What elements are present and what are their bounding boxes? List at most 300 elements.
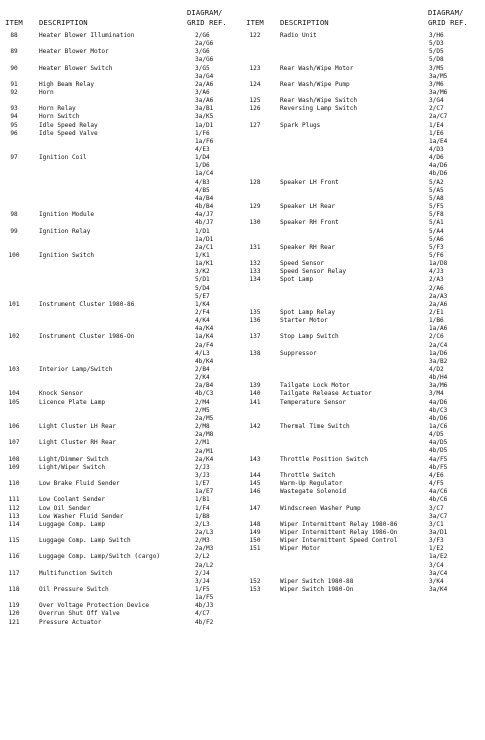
item-description: Speed Sensor Relay — [280, 268, 347, 276]
item-description: Horn Relay — [39, 105, 76, 113]
grid-ref-list — [429, 122, 447, 179]
item-description: Throttle Position Switch — [280, 455, 369, 463]
key-entry — [244, 203, 484, 219]
item-description: Speaker RH Front — [280, 219, 339, 227]
item-number: 120 — [8, 610, 20, 618]
grid-ref: 4a/D5 — [429, 439, 448, 447]
grid-ref: 3/C7 — [429, 504, 444, 512]
grid-ref: 1a/E4 — [429, 137, 448, 145]
grid-ref-list — [429, 350, 447, 383]
item-number: 122 — [249, 32, 261, 39]
item-description: Idle Speed Valve — [39, 129, 98, 137]
item-number: 107 — [8, 439, 20, 447]
grid-ref: 4b/C3 — [429, 406, 448, 414]
grid-ref-list — [195, 113, 213, 121]
key-entry — [244, 537, 484, 545]
item-description: Ignition Coil — [39, 154, 87, 162]
grid-ref: 5/A5 — [429, 186, 444, 194]
item-number: 102 — [8, 333, 20, 341]
item-number: 94 — [10, 113, 18, 121]
item-number: 129 — [249, 203, 261, 211]
grid-ref-list — [195, 586, 213, 602]
item-number: 144 — [249, 471, 261, 479]
item-description: Rear Wash/Wipe Motor — [280, 64, 354, 72]
grid-ref: 4/D3 — [429, 146, 444, 154]
item-description: Low Coolant Sender — [39, 496, 106, 504]
grid-ref: 2/M1 — [195, 439, 210, 447]
grid-ref: 5/F3 — [429, 243, 444, 251]
item-number: 91 — [10, 80, 18, 88]
grid-ref: 1/E4 — [429, 121, 444, 129]
grid-ref-list — [429, 203, 444, 219]
grid-ref: 4b/B4 — [195, 203, 214, 211]
item-description: Wiper Motor — [280, 545, 321, 553]
grid-ref-list — [429, 521, 444, 529]
grid-ref: 4/D5 — [429, 431, 444, 439]
grid-ref: 3a/K5 — [195, 113, 214, 121]
grid-ref-list — [195, 228, 213, 252]
item-number: 136 — [249, 317, 261, 325]
item-description: Heater Blower Motor — [39, 48, 109, 56]
item-number: 100 — [8, 251, 20, 259]
grid-ref: 5/D8 — [429, 56, 444, 64]
grid-ref: 5/A1 — [429, 219, 444, 227]
grid-ref: 4/K4 — [195, 317, 210, 325]
item-description: High Beam Relay — [39, 80, 95, 88]
grid-ref: 1a/E7 — [195, 488, 214, 496]
grid-ref: 2/M5 — [195, 406, 210, 414]
item-description: Tailgate Release Actuator — [280, 390, 372, 398]
key-entry — [3, 521, 243, 537]
item-description: Stop Lamp Switch — [280, 333, 339, 341]
grid-ref: 1/F4 — [195, 504, 210, 512]
grid-ref: 4/B3 — [195, 178, 210, 186]
key-entry — [3, 586, 243, 602]
grid-ref: 3a/M6 — [429, 89, 448, 97]
item-description: Instrument Cluster 1986-On — [39, 333, 135, 341]
item-description: Luggage Comp. Lamp — [39, 520, 106, 528]
grid-ref: 1/E2 — [429, 545, 444, 553]
header-description: DESCRIPTION — [39, 18, 88, 27]
grid-ref: 3/A6 — [195, 89, 210, 97]
item-number: 140 — [249, 390, 261, 398]
grid-ref: 3/K2 — [195, 268, 210, 276]
item-description: Spot Lamp — [280, 276, 314, 284]
key-entry — [3, 113, 243, 121]
grid-ref-list — [195, 423, 213, 439]
item-description: Throttle Switch — [280, 471, 336, 479]
item-description: Rear Wash/Wipe Switch — [280, 97, 358, 105]
grid-ref-list — [195, 602, 213, 610]
grid-ref: 3/J4 — [195, 577, 210, 585]
key-entry — [3, 252, 243, 301]
item-description: Over Voltage Protection Device — [39, 602, 150, 610]
grid-ref: 2/A6 — [429, 284, 444, 292]
grid-ref: 2/K4 — [195, 374, 210, 382]
item-number: 128 — [249, 178, 261, 186]
grid-ref-list — [429, 586, 447, 594]
item-description: Ignition Module — [39, 211, 95, 219]
header-grid-ref: GRID REF. — [187, 18, 227, 27]
key-entry — [244, 578, 484, 586]
grid-ref: 4/D2 — [429, 366, 444, 374]
item-number: 139 — [249, 382, 261, 390]
key-entry — [244, 472, 484, 480]
item-number: 95 — [10, 121, 18, 129]
grid-ref-list — [195, 390, 213, 398]
item-number: 97 — [10, 154, 18, 162]
grid-ref-list — [429, 578, 444, 586]
key-entry — [244, 260, 484, 268]
item-description: Tailgate Lock Motor — [280, 382, 350, 390]
grid-ref: 1/B8 — [195, 512, 210, 520]
grid-ref: 1a/F5 — [195, 594, 214, 602]
grid-ref: 1a/D1 — [195, 235, 214, 243]
key-entry — [244, 529, 484, 537]
item-description: Heater Blower Illumination — [39, 32, 135, 39]
item-description: Heater Blower Switch — [39, 64, 113, 72]
key-entry — [3, 154, 243, 211]
header-diagram: DIAGRAM/ — [187, 8, 223, 17]
key-entry — [3, 602, 243, 610]
grid-ref: 3a/D1 — [429, 528, 448, 536]
grid-ref: 2/C6 — [429, 333, 444, 341]
key-entry — [244, 105, 484, 121]
grid-ref-list — [195, 570, 210, 586]
item-description: Instrument Cluster 1980-86 — [39, 300, 135, 308]
grid-ref-list — [195, 366, 213, 390]
grid-ref: 2a/C4 — [429, 341, 448, 349]
item-number: 105 — [8, 398, 20, 406]
grid-ref: 2a/G6 — [195, 40, 214, 48]
item-number: 131 — [249, 243, 261, 251]
grid-ref: 1a/K4 — [195, 333, 214, 341]
grid-ref: 3a/G6 — [195, 56, 214, 64]
item-number: 90 — [10, 64, 18, 72]
grid-ref-list — [195, 513, 210, 521]
item-number: 106 — [8, 423, 20, 431]
key-entry — [244, 219, 484, 243]
grid-ref: 2a/M8 — [195, 431, 214, 439]
grid-ref-list — [195, 553, 213, 569]
grid-ref-list — [429, 480, 444, 488]
grid-ref-list — [429, 472, 444, 480]
grid-ref: 2/J3 — [195, 463, 210, 471]
grid-ref: 4/E3 — [195, 146, 210, 154]
item-number: 126 — [249, 105, 261, 113]
key-entry — [244, 390, 484, 398]
grid-ref-list — [429, 399, 447, 423]
grid-ref: 1/F5 — [195, 586, 210, 593]
grid-ref: 1a/D8 — [429, 260, 448, 268]
grid-ref-list — [195, 480, 213, 496]
key-entry — [3, 399, 243, 423]
item-number: 99 — [10, 227, 18, 235]
item-number: 147 — [249, 504, 261, 512]
grid-ref: 4/C7 — [195, 610, 210, 618]
item-number: 111 — [8, 496, 20, 504]
item-number: 88 — [10, 32, 18, 39]
grid-ref-list — [195, 301, 213, 334]
grid-ref-list — [429, 317, 447, 333]
grid-ref-list — [195, 211, 213, 227]
grid-ref-list — [195, 252, 213, 301]
header-grid-ref: GRID REF. — [428, 18, 468, 27]
grid-ref: 5/A2 — [429, 178, 444, 186]
grid-ref: 4a/D6 — [429, 162, 448, 170]
key-entry — [244, 268, 484, 276]
item-number: 110 — [8, 480, 20, 488]
grid-ref: 3/C4 — [429, 561, 444, 569]
item-description: Spot Lamp Relay — [280, 309, 336, 317]
grid-ref: 2a/C7 — [429, 113, 448, 121]
grid-ref: 1/D6 — [195, 162, 210, 170]
grid-ref: 3/J3 — [195, 471, 210, 479]
grid-ref: 1/B6 — [429, 317, 444, 325]
grid-ref: 3/M5 — [429, 64, 444, 72]
key-entry — [3, 480, 243, 496]
grid-ref: 2a/B4 — [195, 382, 214, 390]
key-entry — [244, 350, 484, 383]
grid-ref-list — [195, 105, 213, 113]
grid-ref-list — [429, 179, 444, 203]
item-number: 101 — [8, 300, 20, 308]
item-description: Warm-Up Regulator — [280, 480, 343, 488]
grid-ref: 1a/D6 — [429, 349, 448, 357]
item-description: Windscreen Washer Pump — [280, 504, 361, 512]
header-item: ITEM — [246, 18, 264, 27]
grid-ref-list — [195, 65, 213, 81]
item-number: 104 — [8, 390, 20, 398]
grid-ref: 4b/J7 — [195, 219, 214, 227]
key-entry — [244, 545, 484, 578]
item-description: Wiper Intermittent Relay 1980-86 — [280, 520, 398, 528]
item-number: 143 — [249, 455, 261, 463]
grid-ref: 4b/F2 — [195, 618, 214, 626]
item-description: Licence Plate Lamp — [39, 398, 106, 406]
grid-ref-list — [429, 260, 447, 268]
grid-ref: 4a/J7 — [195, 211, 214, 219]
key-entry — [244, 179, 484, 203]
item-description: Thermal Time Switch — [280, 423, 350, 431]
item-number: 124 — [249, 80, 261, 88]
item-number: 98 — [10, 211, 18, 219]
key-entry — [244, 97, 484, 105]
key-entry — [244, 317, 484, 333]
grid-ref: 3a/C4 — [429, 569, 448, 577]
grid-ref: 3a/C7 — [429, 512, 448, 520]
item-description: Speed Sensor — [280, 260, 325, 268]
grid-ref: 1a/C4 — [195, 170, 214, 178]
grid-ref: 2a/L3 — [195, 528, 214, 536]
item-number: 146 — [249, 488, 261, 496]
grid-ref-list — [429, 423, 447, 456]
grid-ref: 5/D3 — [429, 40, 444, 48]
key-entry — [3, 89, 243, 105]
grid-ref-list — [429, 97, 444, 105]
item-description: Multifunction Switch — [39, 569, 113, 577]
item-description: Wiper Intermittent Speed Control — [280, 537, 398, 545]
header-description: DESCRIPTION — [280, 18, 329, 27]
grid-ref: 5/F5 — [429, 203, 444, 211]
grid-ref: 3a/M6 — [429, 382, 448, 390]
grid-ref: 3a/B2 — [429, 357, 448, 365]
item-description: Wiper Switch 1980-On — [280, 585, 354, 593]
item-number: 138 — [249, 349, 261, 357]
key-entry — [244, 521, 484, 529]
grid-ref-list — [429, 219, 444, 243]
key-entry — [3, 610, 243, 618]
item-number: 127 — [249, 121, 261, 129]
grid-ref: 5/D4 — [195, 284, 210, 292]
key-entry — [244, 32, 484, 65]
grid-ref: 3/M6 — [429, 80, 444, 88]
grid-ref: 2/F4 — [195, 309, 210, 316]
grid-ref: 2a/C1 — [195, 243, 214, 251]
grid-ref-list — [195, 81, 213, 89]
key-entry — [3, 537, 243, 553]
grid-ref: 1/D4 — [195, 154, 210, 162]
grid-ref-list — [429, 382, 447, 390]
key-entry — [244, 423, 484, 456]
grid-ref: 4/B5 — [195, 186, 210, 194]
key-column-right — [244, 6, 484, 594]
column-header — [244, 6, 484, 32]
item-description: Low Brake Fluid Sender — [39, 480, 120, 488]
item-description: Rear Wash/Wipe Pump — [280, 80, 350, 88]
item-number: 132 — [249, 260, 261, 268]
grid-ref: 2/E1 — [429, 309, 444, 317]
key-entry — [244, 488, 484, 504]
item-description: Speaker RH Rear — [280, 243, 336, 251]
key-entry — [3, 130, 243, 154]
grid-ref-list — [195, 399, 213, 423]
item-number: 93 — [10, 105, 18, 113]
key-entry — [244, 456, 484, 472]
grid-ref-list — [429, 545, 447, 578]
item-number: 96 — [10, 129, 18, 137]
grid-ref: 1a/A6 — [429, 325, 448, 333]
item-description: Spark Plugs — [280, 121, 321, 129]
grid-ref: 2/M3 — [195, 537, 210, 545]
grid-ref-list — [429, 488, 447, 504]
item-description: Wiper Switch 1980-88 — [280, 577, 354, 585]
grid-ref: 5/D1 — [195, 276, 210, 284]
grid-ref: 2a/M1 — [195, 447, 214, 455]
grid-ref: 3/H6 — [429, 32, 444, 39]
item-number: 119 — [8, 602, 20, 610]
grid-ref-list — [195, 48, 213, 64]
grid-ref: 3a/B1 — [195, 105, 214, 113]
grid-ref-list — [195, 130, 213, 154]
item-description: Suppressor — [280, 349, 317, 357]
item-number: 142 — [249, 423, 261, 431]
grid-ref: 3/K4 — [429, 577, 444, 585]
grid-ref: 5/F8 — [429, 211, 444, 219]
grid-ref-list — [195, 521, 213, 537]
grid-ref: 1a/D1 — [195, 121, 214, 129]
item-number: 130 — [249, 219, 261, 227]
grid-ref: 4/E6 — [429, 471, 444, 479]
grid-ref-list — [429, 244, 444, 260]
grid-ref: 4a/C6 — [429, 488, 448, 496]
item-number: 151 — [249, 545, 261, 553]
item-number: 137 — [249, 333, 261, 341]
grid-ref: 4b/D6 — [429, 414, 448, 422]
grid-ref-list — [195, 464, 210, 480]
grid-ref: 4a/F5 — [429, 455, 448, 463]
item-number: 108 — [8, 455, 20, 463]
grid-ref: 1/E6 — [429, 129, 444, 137]
grid-ref-list — [429, 529, 447, 537]
item-number: 148 — [249, 520, 261, 528]
grid-ref: 3a/A6 — [195, 97, 214, 105]
grid-ref: 4a/B4 — [195, 194, 214, 202]
item-number: 135 — [249, 309, 261, 317]
grid-ref-list — [429, 333, 447, 349]
item-description: Interior Lamp/Switch — [39, 366, 113, 374]
grid-ref: 4b/D5 — [429, 447, 448, 455]
key-entry — [3, 570, 243, 586]
key-entry — [3, 65, 243, 81]
grid-ref-list — [195, 89, 213, 105]
item-description: Low Oil Sender — [39, 504, 91, 512]
item-description: Overrun Shut Off Valve — [39, 610, 120, 618]
key-entry — [3, 456, 243, 464]
grid-ref-list — [195, 496, 210, 504]
item-description: Wastegate Solenoid — [280, 488, 347, 496]
grid-ref: 2a/K4 — [195, 455, 214, 463]
grid-ref: 5/E7 — [195, 292, 210, 300]
grid-ref: 2/L2 — [195, 553, 210, 561]
grid-ref-list — [195, 32, 213, 48]
item-number: 114 — [8, 520, 20, 528]
grid-ref: 4a/D6 — [429, 398, 448, 406]
grid-ref-list — [429, 390, 444, 398]
item-number: 123 — [249, 64, 261, 72]
item-number: 125 — [249, 97, 261, 105]
item-description: Idle Speed Relay — [39, 121, 98, 129]
grid-ref: 4/J3 — [429, 268, 444, 276]
grid-ref-list — [429, 505, 447, 521]
grid-ref: 2/B4 — [195, 366, 210, 374]
grid-ref-list — [195, 537, 213, 553]
item-description: Low Washer Fluid Sender — [39, 512, 124, 520]
item-number: 145 — [249, 480, 261, 488]
grid-ref: 1a/K1 — [195, 260, 214, 268]
grid-ref: 2/L3 — [195, 520, 210, 528]
key-entry — [3, 505, 243, 513]
item-description: Starter Motor — [280, 317, 328, 325]
grid-ref: 2/M4 — [195, 398, 210, 406]
grid-ref-list — [195, 505, 210, 513]
key-entry — [3, 81, 243, 89]
key-entry — [3, 390, 243, 398]
grid-ref: 4b/D6 — [429, 170, 448, 178]
grid-ref-list — [429, 32, 444, 65]
key-entry — [3, 48, 243, 64]
item-number: 152 — [249, 577, 261, 585]
grid-ref: 3/G5 — [195, 64, 210, 72]
key-column-left — [3, 6, 243, 627]
item-number: 115 — [8, 537, 20, 545]
key-entry — [244, 81, 484, 97]
grid-ref: 1a/F6 — [195, 137, 214, 145]
grid-ref-list — [429, 81, 447, 97]
key-entry — [3, 211, 243, 227]
item-description: Reversing Lamp Switch — [280, 105, 358, 113]
column-header — [3, 6, 243, 32]
